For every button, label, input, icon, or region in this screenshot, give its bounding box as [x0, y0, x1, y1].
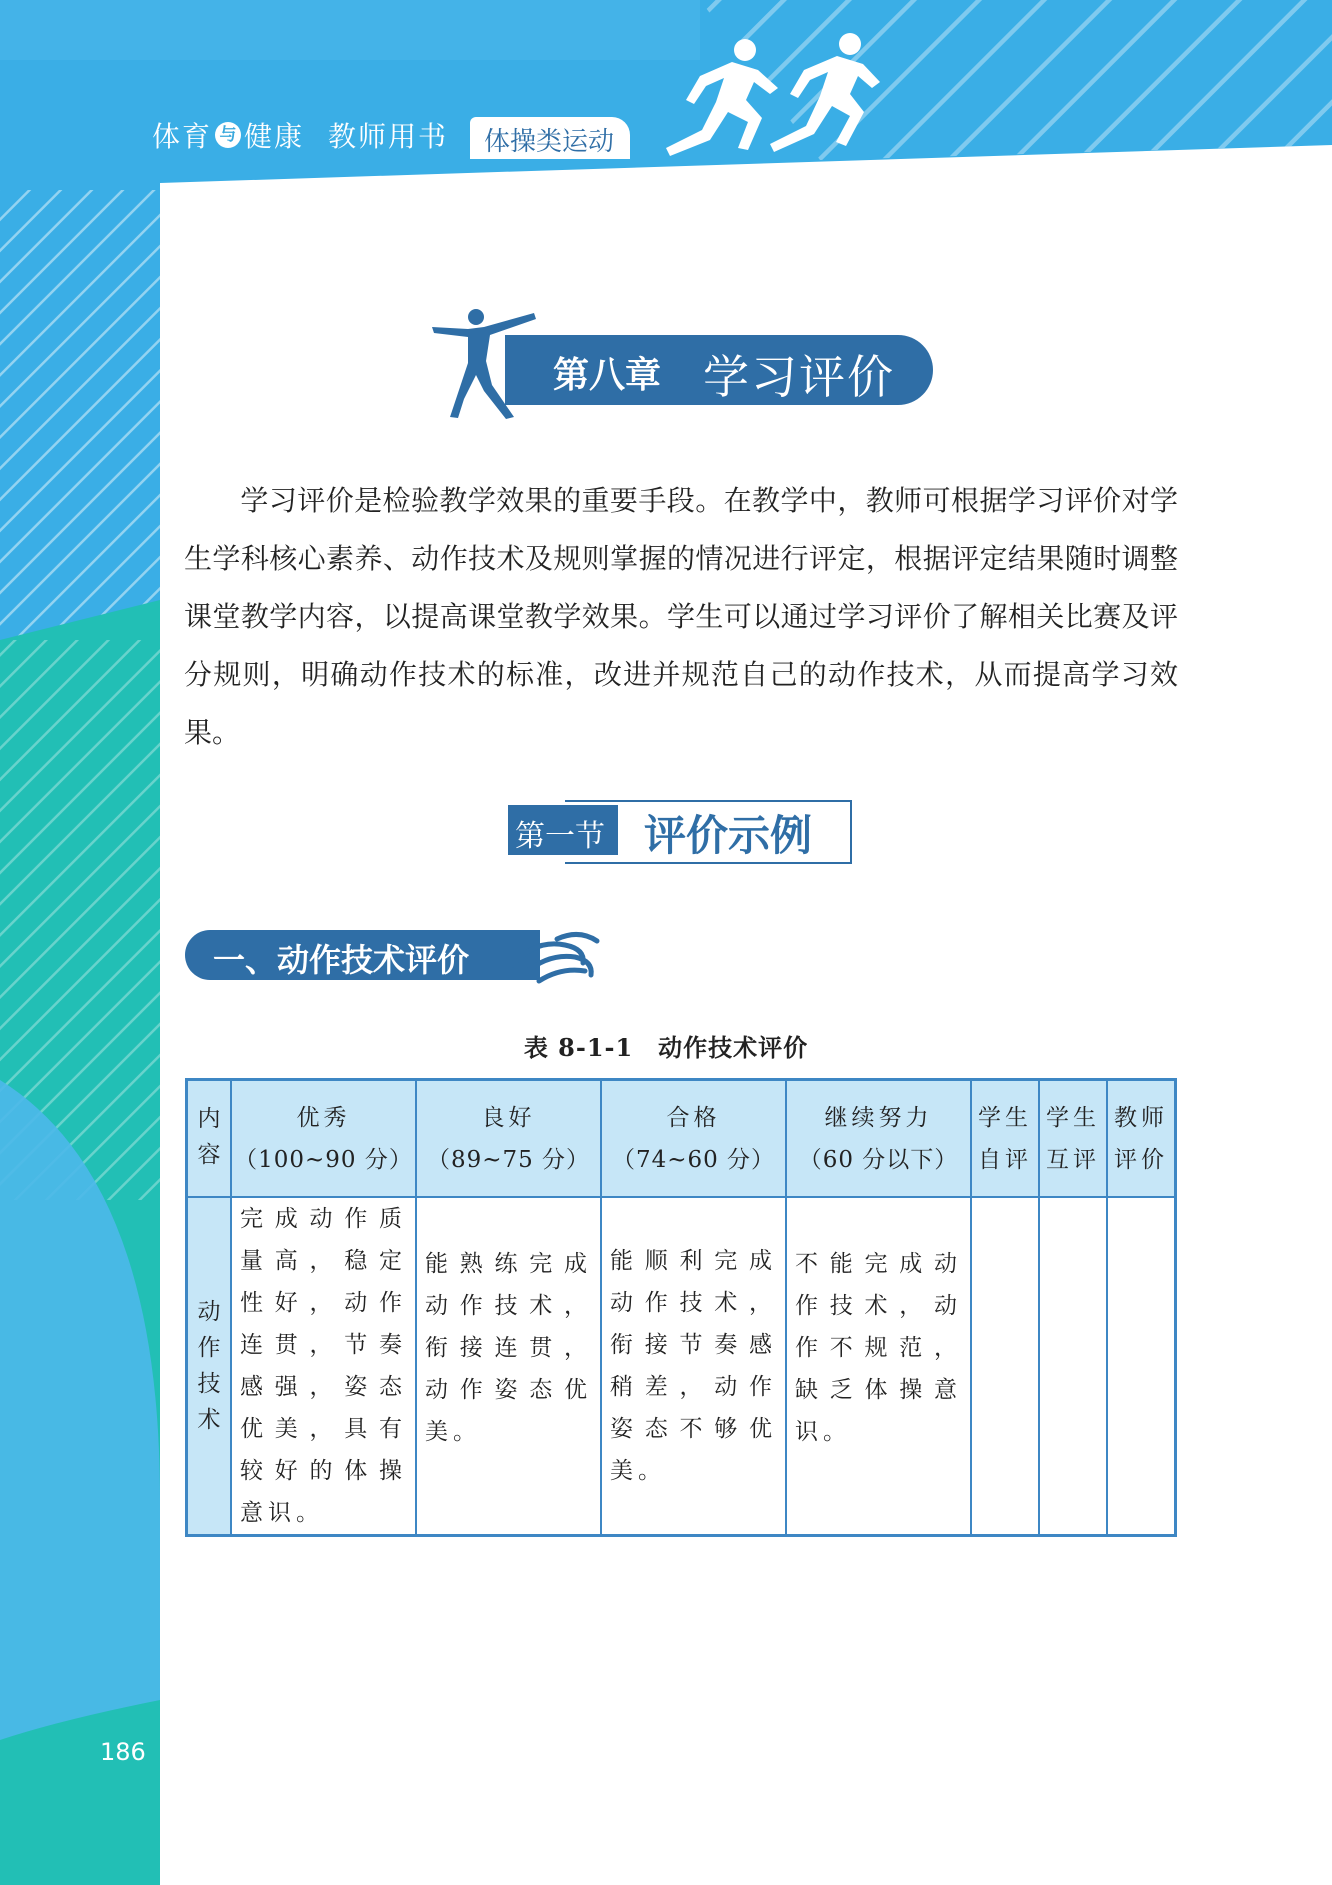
row-label-cell [187, 1197, 232, 1536]
level-header-excellent [231, 1080, 416, 1198]
level-header-good [416, 1080, 601, 1198]
module-tag-label: 体操类运动 [484, 127, 615, 157]
table-row [187, 1197, 1176, 1536]
row-label: 动作技术 [197, 1299, 221, 1433]
level-range: （60 分以下） [798, 1146, 959, 1173]
module-tag [470, 117, 630, 159]
subsection-title: 一、动作技术评价 [213, 941, 470, 979]
page-number: 186 [100, 1738, 146, 1766]
subsection-heading [185, 930, 540, 980]
book-title [152, 115, 448, 155]
level-name: 良好 [481, 1104, 536, 1131]
section-title: 评价示例 [644, 811, 813, 860]
level-range: （100~90 分） [234, 1146, 413, 1173]
level-range: （74~60 分） [611, 1146, 776, 1173]
level-name: 优秀 [296, 1104, 351, 1131]
section-number-box [508, 805, 618, 855]
eval-header-teacher [1107, 1080, 1176, 1198]
intro-text: 学习评价是检验教学效果的重要手段。在教学中，教师可根据学习评价对学生学科核心素养、动作技术及规则掌握的情况进行评定，根据评定结果随时调整课堂教学内容，以提高课堂教学效果。学生可以通过学习评价了解相关比赛及评分规则，明确动作技术的标准，改进并规范自己的动作技术，从而提高学习效果。 [184, 484, 1178, 749]
level-name: 合格 [666, 1104, 721, 1131]
wave-icon [505, 925, 605, 985]
chapter-heading [505, 335, 933, 405]
self-eval-cell [971, 1197, 1039, 1536]
table-caption: 表 8-1-1 动作技术评价 [523, 1033, 809, 1062]
table-cell [601, 1197, 786, 1536]
table-header-row [187, 1080, 1176, 1198]
content-header-label: 内容 [197, 1106, 221, 1168]
eval-header-line: 评价 [1114, 1146, 1168, 1173]
chapter-number: 第八章 [553, 355, 662, 396]
cell-text: 能熟练完成动作技术，衔接连贯，动作姿态优美。 [425, 1251, 592, 1445]
cell-text: 完成动作质量高，稳定性好，动作连贯，节奏感强，姿态优美，具有较好的体操意识。 [240, 1206, 407, 1526]
book-title-connector: 与 [215, 122, 241, 148]
intro-paragraph [184, 472, 1178, 762]
level-header-pass [601, 1080, 786, 1198]
eval-header-self [971, 1080, 1039, 1198]
table-cell [416, 1197, 601, 1536]
book-title-part2: 健康 [244, 120, 305, 153]
level-name: 继续努力 [824, 1104, 933, 1131]
book-title-part1: 体育 [152, 120, 213, 153]
level-header-keep-trying [786, 1080, 971, 1198]
runners-icon [650, 30, 880, 170]
teacher-eval-cell [1107, 1197, 1176, 1536]
chapter-title: 学习评价 [703, 350, 895, 404]
peer-eval-cell [1039, 1197, 1107, 1536]
eval-header-line: 学生 [978, 1104, 1032, 1131]
level-range: （89~75 分） [426, 1146, 591, 1173]
section-number: 第一节 [515, 819, 605, 854]
content-header-cell [187, 1080, 232, 1198]
left-decorative-band [0, 0, 160, 1885]
eval-header-line: 学生 [1046, 1104, 1100, 1131]
cell-text: 能顺利完成动作技术，衔接节奏感稍差，动作姿态不够优美。 [610, 1248, 777, 1484]
eval-header-line: 教师 [1114, 1104, 1168, 1131]
eval-header-line: 自评 [978, 1146, 1032, 1173]
evaluation-table [185, 1078, 1177, 1537]
table-cell [786, 1197, 971, 1536]
table-cell [231, 1197, 416, 1536]
cell-text: 不能完成动作技术，动作不规范，缺乏体操意识。 [795, 1251, 962, 1445]
eval-header-peer [1039, 1080, 1107, 1198]
eval-header-line: 互评 [1046, 1146, 1100, 1173]
book-title-part3: 教师用书 [328, 120, 449, 153]
